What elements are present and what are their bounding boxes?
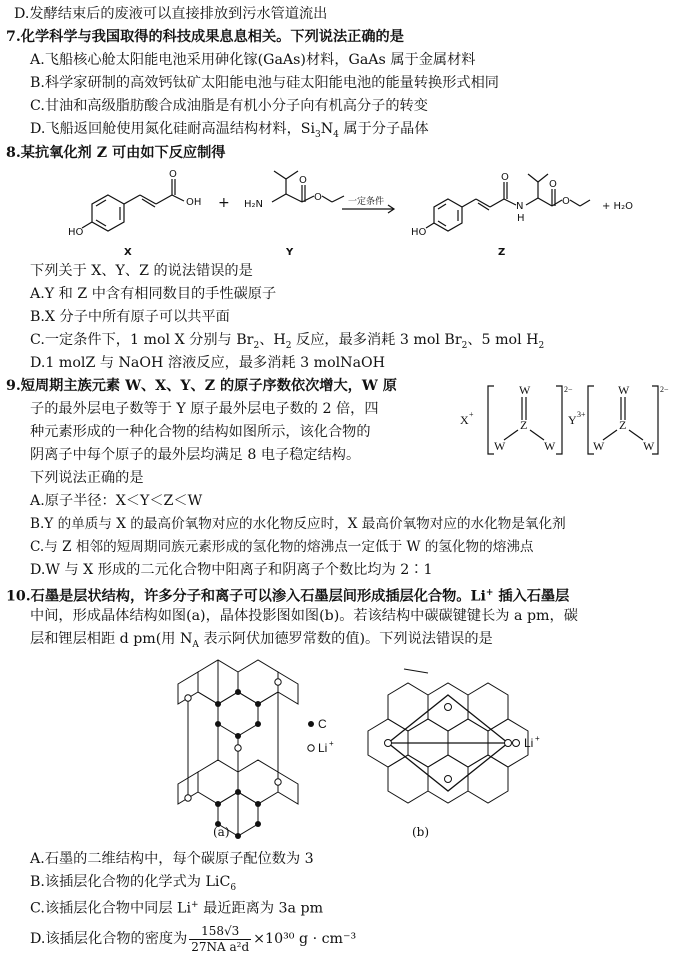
q10-option-a: A.石墨的二维结构中，每个碳原子配位数为 3	[30, 851, 314, 867]
figure-b-projection	[348, 665, 568, 825]
w-right-1: W	[544, 439, 556, 453]
figure-a-crystal	[168, 652, 338, 847]
q7-option-d	[30, 119, 429, 145]
q9-option-d: D.W 与 X 形成的二元化合物中阳离子和阴离子个数比均为 2∶1	[30, 562, 433, 578]
q10-c-tail: 最近距离为 3a pm	[198, 900, 324, 917]
w-left-1: W	[494, 439, 506, 453]
q7-option-b: B.科学家研制的高效钙钛矿太阳能电池与硅太阳能电池的能量转换形式相同	[30, 75, 499, 91]
q8-stem: 8.某抗氧化剂 Z 可由如下反应制得	[6, 145, 226, 161]
q10-stem-2: 中间，形成晶体结构如图(a)，晶体投影图如图(b)。若该结构中碳碳键键长为 a pm，碳	[30, 608, 578, 624]
z-h: H	[517, 213, 525, 224]
q10-option-d	[30, 922, 356, 956]
z-o: O	[562, 196, 570, 207]
w-left-2: W	[593, 439, 605, 453]
q10-d-tail: ×10³⁰ g · cm⁻³	[253, 931, 357, 947]
x-o: O	[169, 169, 177, 180]
label-y: Y	[286, 247, 294, 258]
figure-b-label: (b)	[412, 825, 430, 839]
q7-stem: 7.化学科学与我国取得的科技成果息息相关。下列说法正确的是	[6, 29, 404, 45]
q10-l1-sup: +	[485, 588, 494, 598]
w-top-2: W	[618, 383, 630, 397]
y-o: O	[314, 192, 322, 203]
label-z: Z	[498, 247, 506, 258]
q9-option-b: B.Y 的单质与 X 的最高价氧物对应的水化物反应时，X 最高价氧物对应的水化物是氧化剂	[30, 516, 566, 532]
x-oh: OH	[186, 197, 202, 208]
label-x: X	[124, 247, 132, 258]
q10-l1-tail: 插入石墨层	[493, 588, 570, 605]
legend-li-b-sup: +	[535, 734, 540, 743]
fraction-denominator: 27NA a²d	[191, 939, 250, 954]
q10-stem-1	[6, 583, 569, 607]
q8-c-s4: 2	[538, 340, 545, 351]
legend-li-b: Li	[524, 736, 534, 750]
y-h2n: H₂N	[244, 199, 264, 210]
q9-structure	[456, 380, 686, 460]
q9-option-c: C.与 Z 相邻的短周期同族元素形成的氢化物的熔沸点一定低于 W 的氢化物的熔沸点	[30, 539, 534, 555]
q8-ask: 下列关于 X、Y、Z 的说法错误的是	[30, 263, 253, 279]
q8-option-b: B.X 分子中所有原子可以共平面	[30, 309, 230, 325]
condition-label: 一定条件	[348, 197, 385, 207]
q8-c-2: 、H	[259, 332, 286, 348]
q10-option-c	[30, 895, 323, 919]
z-o-amide: O	[501, 172, 509, 183]
q7-option-d-n: N	[320, 121, 334, 137]
density-fraction	[189, 924, 251, 955]
q10-stem-3	[30, 629, 493, 655]
legend-c: C	[318, 717, 327, 731]
q10-b-text: B.该插层化合物的化学式为 LiC	[30, 874, 231, 890]
upper-graphene-layer	[178, 660, 298, 736]
charge-1: 2−	[564, 385, 573, 394]
fraction-numerator: 158√3	[189, 924, 251, 940]
legend-li: Li	[318, 741, 328, 755]
y-ion: Y	[568, 413, 577, 427]
q8-option-a: A.Y 和 Z 中含有相同数目的手性碳原子	[30, 286, 277, 302]
q9-stem-2: 子的最外层电子数等于 Y 原子最外层电子数的 2 倍，四	[30, 401, 379, 417]
q8-option-c	[30, 330, 544, 356]
q10-c-text: C.该插层化合物中同层 Li	[30, 900, 192, 917]
q7-option-d-tail: 属于分子晶体	[338, 121, 429, 137]
x-ho: HO	[68, 227, 84, 238]
q8-c-s3: 2	[461, 340, 468, 351]
q7-sub2: 4	[333, 129, 339, 140]
plus-1: +	[218, 195, 230, 211]
z-2: Z	[619, 418, 627, 432]
q10-b-sub: 6	[230, 882, 237, 893]
z-o-ester: O	[549, 179, 557, 190]
z-1: Z	[520, 418, 528, 432]
x-charge: +	[469, 410, 474, 419]
reaction-scheme	[60, 165, 660, 260]
charge-2: 2−	[660, 385, 669, 394]
y-o-top: O	[299, 175, 307, 186]
z-ho: HO	[411, 227, 427, 238]
q7-option-c: C.甘油和高级脂肪酸合成油脂是有机小分子向有机高分子的转变	[30, 98, 428, 114]
figure-a-label: (a)	[213, 825, 230, 839]
x-ion: X	[460, 413, 469, 427]
q10-l3-sub: A	[192, 639, 199, 650]
q7-option-a: A.飞船核心舱太阳能电池采用砷化镓(GaAs)材料，GaAs 属于金属材料	[30, 52, 476, 68]
q9-option-a: A.原子半径：X＜Y＜Z＜W	[30, 493, 203, 509]
q9-stem-4: 阴离子中每个原子的最外层均满足 8 电子稳定结构。	[30, 447, 361, 463]
q10-l3-text: 层和锂层相距 d pm(用 N	[30, 631, 193, 647]
q7-option-d-text: D.飞船返回舱使用氮化硅耐高温结构材料，Si	[30, 121, 316, 137]
q10-l1-text: 10.石墨是层状结构，许多分子和离子可以渗入石墨层间形成插层化合物。Li	[6, 588, 486, 605]
q8-c-s1: 2	[253, 340, 260, 351]
q8-c-4: 、5 mol H	[467, 332, 539, 348]
q8-option-d: D.1 molZ 与 NaOH 溶液反应，最多消耗 3 molNaOH	[30, 355, 386, 371]
q10-l3-tail: 表示阿伏加德罗常数的值)。下列说法错误的是	[198, 631, 493, 647]
q7-sub1: 3	[315, 129, 321, 140]
w-right-2: W	[643, 439, 655, 453]
q9-stem-1: 9.短周期主族元素 W、X、Y、Z 的原子序数依次增大，W 原	[6, 378, 397, 394]
q8-c-3: 反应，最多消耗 3 mol Br	[291, 332, 462, 348]
w-top-1: W	[519, 383, 531, 397]
z-n: N	[516, 201, 524, 212]
q8-c-1: C.一定条件下，1 mol X 分别与 Br	[30, 332, 254, 348]
q8-c-s2: 2	[285, 340, 292, 351]
q10-option-b	[30, 872, 236, 898]
q9-ask: 下列说法正确的是	[30, 470, 144, 486]
water: + H₂O	[602, 201, 633, 212]
legend-li-sup: +	[329, 739, 334, 748]
q9-stem-3: 种元素形成的一种化合物的结构如图所示，该化合物的	[30, 424, 371, 440]
x-benzene-ring	[92, 195, 124, 231]
q6-option-d: D.发酵结束后的废液可以直接排放到污水管道流出	[14, 6, 328, 22]
q10-c-sup: +	[191, 900, 199, 910]
q10-d-text: D.该插层化合物的密度为	[30, 931, 188, 947]
y-charge: 3+	[577, 410, 586, 419]
